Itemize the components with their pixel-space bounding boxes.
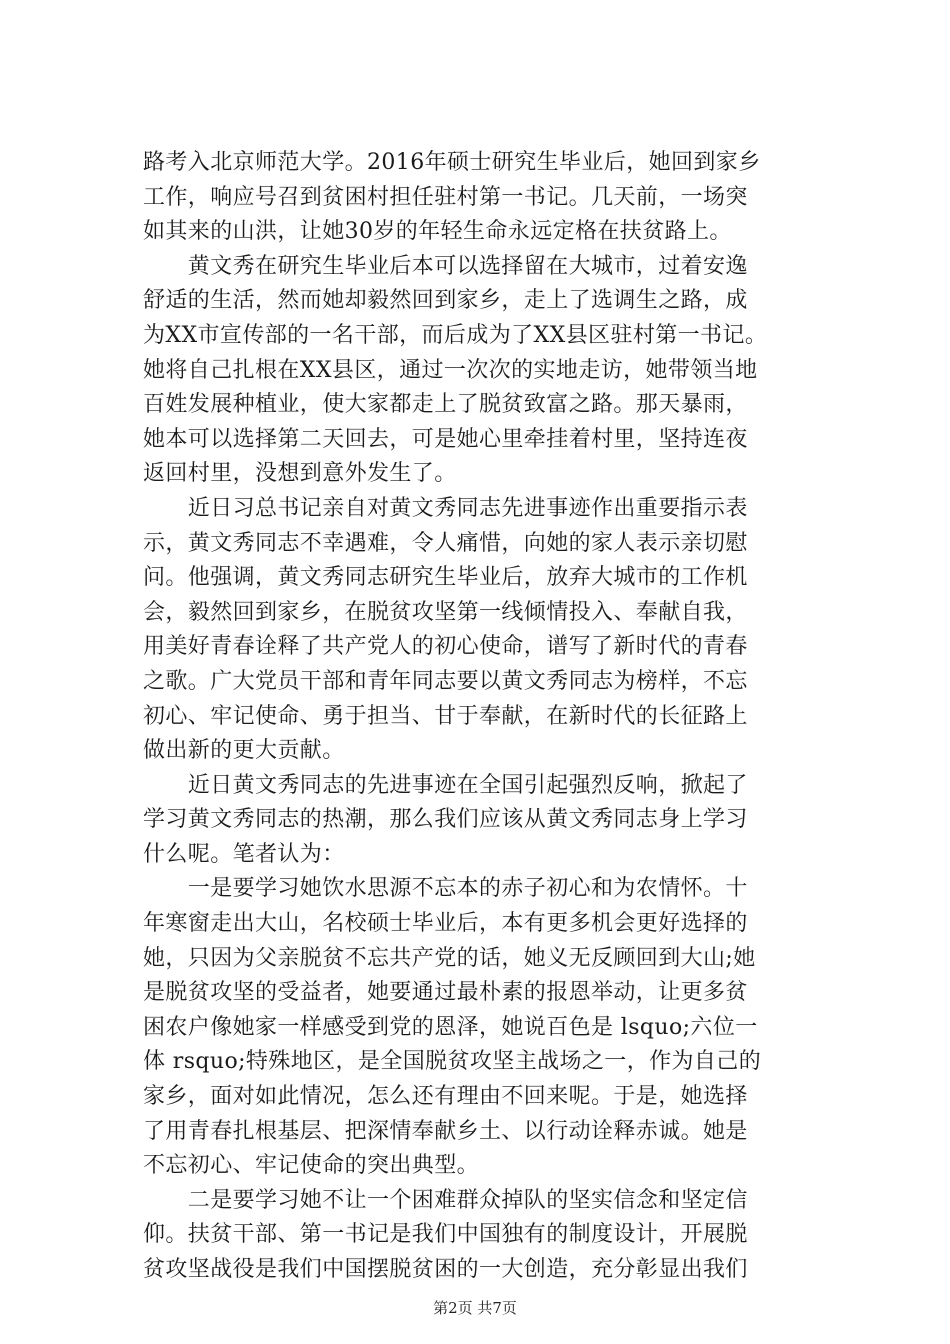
text-line: 舒适的生活，然而她却毅然回到家乡，走上了选调生之路，成: [143, 288, 748, 314]
document-body: [143, 146, 843, 1288]
text-line: 黄文秀在研究生毕业后本可以选择留在大城市，过着安逸: [143, 253, 748, 279]
text-line: 问。他强调，黄文秀同志研究生毕业后，放弃大城市的工作机: [143, 565, 748, 591]
text-line: 仰。扶贫干部、第一书记是我们中国独有的制度设计，开展脱: [143, 1222, 748, 1248]
text-line: 一是要学习她饮水思源不忘本的赤子初心和为农情怀。十: [143, 876, 748, 902]
text-line: 近日习总书记亲自对黄文秀同志先进事迹作出重要指示表: [143, 495, 748, 521]
text-line: 困农户像她家一样感受到党的恩泽，她说百色是 lsquo;六位一: [143, 1014, 758, 1040]
text-line: 返回村里，没想到意外发生了。: [143, 461, 457, 487]
text-line: 之歌。广大党员干部和青年同志要以黄文秀同志为榜样，不忘: [143, 668, 748, 694]
text-line: 为XX市宣传部的一名干部，而后成为了XX县区驻村第一书记。: [143, 322, 768, 348]
text-line: 百姓发展种植业，使大家都走上了脱贫致富之路。那天暴雨，: [143, 392, 748, 418]
text-line: 家乡，面对如此情况，怎么还有理由不回来呢。于是，她选择: [143, 1084, 748, 1110]
paragraph-choice: [143, 250, 843, 492]
text-line: 初心、牢记使命、勇于担当、甘于奉献，在新时代的长征路上: [143, 703, 748, 729]
text-line: 体 rsquo;特殊地区，是全国脱贫攻坚主战场之一，作为自己的: [143, 1049, 762, 1075]
text-line: 她将自己扎根在XX县区，通过一次次的实地走访，她带领当地: [143, 357, 758, 383]
text-line: 不忘初心、牢记使命的突出典型。: [143, 1153, 480, 1179]
text-line: 贫攻坚战役是我们中国摆脱贫困的一大创造，充分彰显出我们: [143, 1257, 748, 1282]
paragraph-reaction: [143, 769, 843, 873]
page-number-footer: 第2页 共7页: [433, 1299, 517, 1317]
text-line: 路考入北京师范大学。2016年硕士研究生毕业后，她回到家乡: [143, 150, 761, 175]
text-line: 工作，响应号召到贫困村担任驻村第一书记。几天前，一场突: [143, 184, 748, 210]
text-line: 用美好青春诠释了共产党人的初心使命，谱写了新时代的青春: [143, 634, 748, 660]
paragraph-point-one: [143, 872, 843, 1183]
paragraph-point-two: [143, 1184, 843, 1288]
text-line: 是脱贫攻坚的受益者，她要通过最朴素的报恩举动，让更多贫: [143, 980, 748, 1006]
text-line: 近日黄文秀同志的先进事迹在全国引起强烈反响，掀起了: [143, 772, 748, 798]
paragraph-continuation: [143, 146, 843, 250]
text-line: 如其来的山洪，让她30岁的年轻生命永远定格在扶贫路上。: [143, 219, 732, 245]
text-line: 做出新的更大贡献。: [143, 738, 345, 764]
text-line: 年寒窗走出大山，名校硕士毕业后，本有更多机会更好选择的: [143, 911, 748, 937]
text-line: 她，只因为父亲脱贫不忘共产党的话，她义无反顾回到大山;她: [143, 945, 756, 971]
text-line: 什么呢。笔者认为：: [143, 841, 345, 867]
text-line: 二是要学习她不让一个困难群众掉队的坚实信念和坚定信: [143, 1187, 748, 1213]
text-line: 示，黄文秀同志不幸遇难，令人痛惜，向她的家人表示亲切慰: [143, 530, 748, 556]
text-line: 她本可以选择第二天回去，可是她心里牵挂着村里，坚持连夜: [143, 426, 748, 452]
text-line: 学习黄文秀同志的热潮，那么我们应该从黄文秀同志身上学习: [143, 807, 748, 833]
text-line: 了用青春扎根基层、把深情奉献乡土、以行动诠释赤诚。她是: [143, 1118, 748, 1144]
text-line: 会，毅然回到家乡，在脱贫攻坚第一线倾情投入、奉献自我，: [143, 599, 748, 625]
paragraph-instruction: [143, 492, 843, 769]
